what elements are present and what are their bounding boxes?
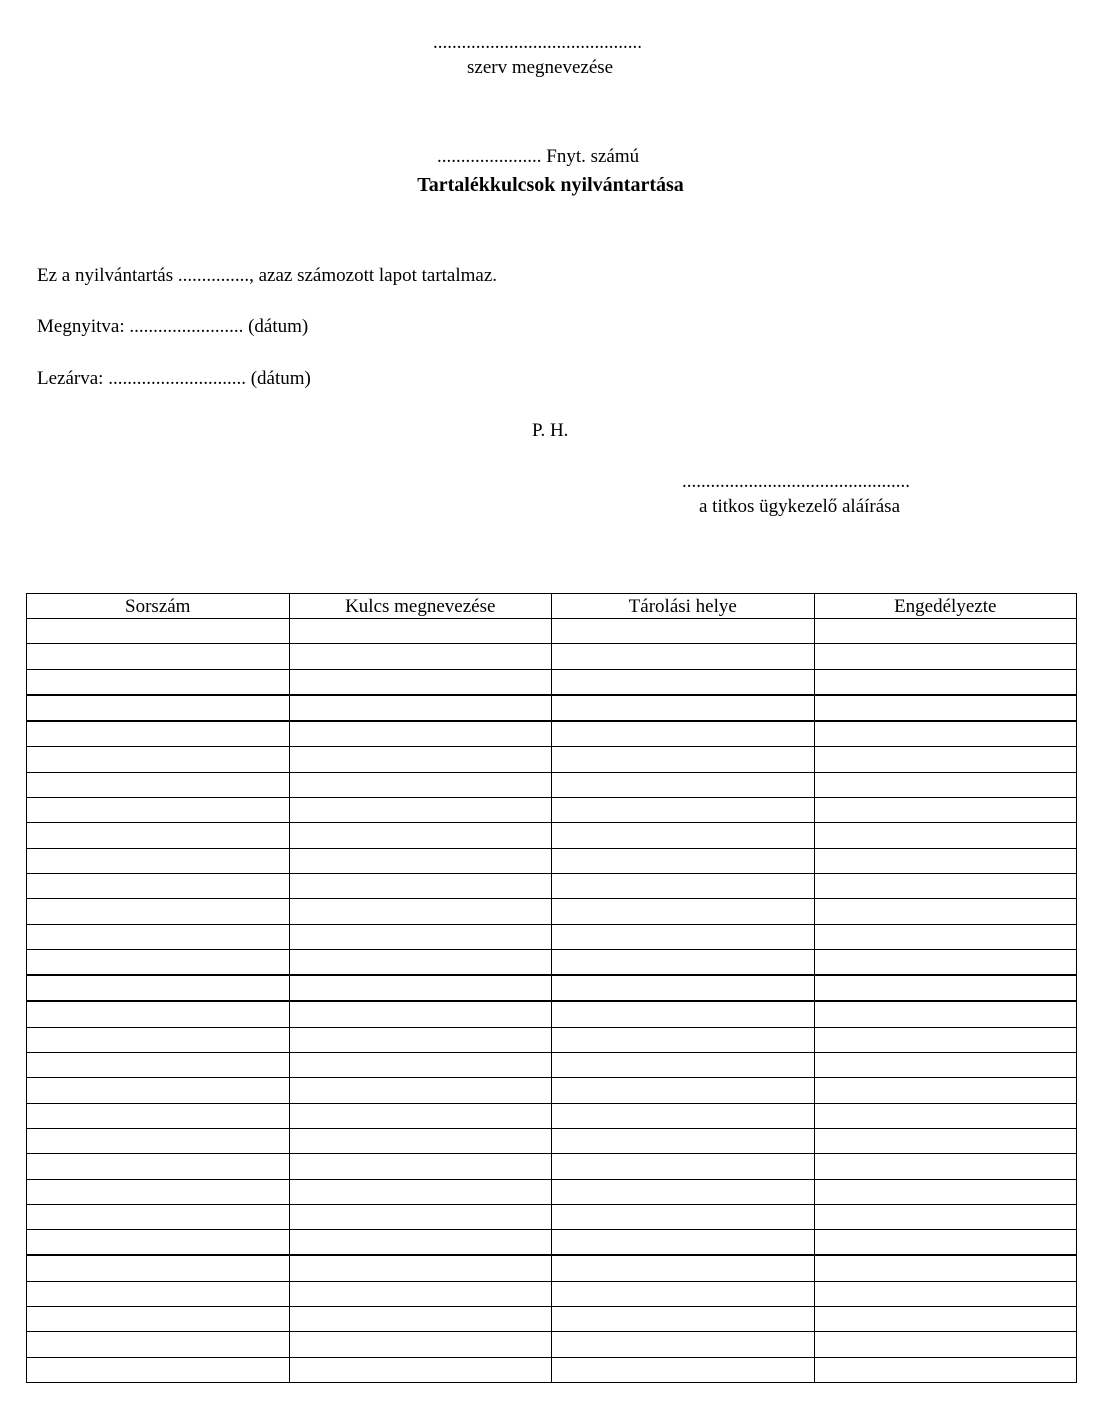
table-cell bbox=[814, 1027, 1077, 1052]
closed-date-line: Lezárva: ............................. (dátum) bbox=[37, 368, 311, 389]
table-cell bbox=[27, 1154, 290, 1179]
table-row bbox=[27, 772, 1077, 797]
table-row bbox=[27, 619, 1077, 644]
table-row bbox=[27, 1332, 1077, 1357]
table-cell bbox=[27, 1255, 290, 1281]
table-cell bbox=[814, 798, 1077, 823]
table-row bbox=[27, 949, 1077, 975]
column-header-key-name: Kulcs megnevezése bbox=[289, 594, 552, 619]
table-cell bbox=[814, 1078, 1077, 1103]
table-cell bbox=[552, 1230, 815, 1256]
table-row bbox=[27, 1001, 1077, 1027]
table-cell bbox=[27, 772, 290, 797]
table-cell bbox=[552, 669, 815, 695]
table-cell bbox=[27, 798, 290, 823]
table-cell bbox=[27, 669, 290, 695]
table-cell bbox=[814, 949, 1077, 975]
table-cell bbox=[814, 873, 1077, 898]
table-row bbox=[27, 1027, 1077, 1052]
table-cell bbox=[27, 924, 290, 949]
table-cell bbox=[814, 772, 1077, 797]
table-row bbox=[27, 695, 1077, 721]
table-cell bbox=[289, 1255, 552, 1281]
table-cell bbox=[814, 619, 1077, 644]
table-cell bbox=[289, 619, 552, 644]
column-header-authorized-by: Engedélyezte bbox=[814, 594, 1077, 619]
table-cell bbox=[289, 1053, 552, 1078]
table-cell bbox=[27, 1357, 290, 1382]
table-cell bbox=[552, 848, 815, 873]
table-cell bbox=[289, 949, 552, 975]
table-cell bbox=[27, 1307, 290, 1332]
table-cell bbox=[27, 848, 290, 873]
stamp-place-mark: P. H. bbox=[532, 420, 569, 441]
table-cell bbox=[289, 1179, 552, 1204]
table-cell bbox=[814, 924, 1077, 949]
table-row bbox=[27, 747, 1077, 772]
table-row bbox=[27, 1255, 1077, 1281]
table-cell bbox=[552, 721, 815, 747]
table-cell bbox=[27, 1332, 290, 1357]
table-row bbox=[27, 1204, 1077, 1229]
table-cell bbox=[552, 1053, 815, 1078]
table-cell bbox=[814, 1230, 1077, 1256]
table-cell bbox=[552, 1281, 815, 1306]
table-cell bbox=[289, 721, 552, 747]
table-row bbox=[27, 669, 1077, 695]
table-cell bbox=[552, 1103, 815, 1128]
table-cell bbox=[552, 1332, 815, 1357]
table-cell bbox=[289, 899, 552, 924]
table-cell bbox=[814, 721, 1077, 747]
table-row bbox=[27, 1128, 1077, 1153]
table-cell bbox=[289, 1078, 552, 1103]
table-cell bbox=[552, 975, 815, 1001]
table-cell bbox=[27, 1078, 290, 1103]
table-row bbox=[27, 848, 1077, 873]
table-row bbox=[27, 644, 1077, 669]
table-cell bbox=[289, 1204, 552, 1229]
table-cell bbox=[552, 1078, 815, 1103]
table-row bbox=[27, 1053, 1077, 1078]
table-cell bbox=[814, 899, 1077, 924]
table-row bbox=[27, 1154, 1077, 1179]
table-cell bbox=[289, 1001, 552, 1027]
table-cell bbox=[814, 669, 1077, 695]
table-cell bbox=[289, 695, 552, 721]
table-cell bbox=[814, 1307, 1077, 1332]
table-cell bbox=[814, 1128, 1077, 1153]
opened-date-line: Megnyitva: ........................ (dátum) bbox=[37, 316, 309, 337]
table-cell bbox=[814, 695, 1077, 721]
table-cell bbox=[289, 1027, 552, 1052]
table-cell bbox=[27, 1001, 290, 1027]
table-cell bbox=[289, 1307, 552, 1332]
table-cell bbox=[552, 644, 815, 669]
table-row bbox=[27, 1078, 1077, 1103]
table-cell bbox=[27, 1053, 290, 1078]
table-row bbox=[27, 873, 1077, 898]
table-cell bbox=[814, 1103, 1077, 1128]
table-cell bbox=[289, 1154, 552, 1179]
table-cell bbox=[552, 695, 815, 721]
table-cell bbox=[814, 823, 1077, 848]
table-cell bbox=[27, 1179, 290, 1204]
table-cell bbox=[27, 619, 290, 644]
table-cell bbox=[814, 1179, 1077, 1204]
table-row bbox=[27, 1357, 1077, 1382]
table-cell bbox=[27, 975, 290, 1001]
table-cell bbox=[289, 873, 552, 898]
table-cell bbox=[27, 873, 290, 898]
table-cell bbox=[289, 1281, 552, 1306]
table-cell bbox=[814, 1255, 1077, 1281]
column-header-serial-number: Sorszám bbox=[27, 594, 290, 619]
spare-keys-register-table bbox=[26, 593, 1077, 1383]
table-cell bbox=[552, 873, 815, 898]
table-cell bbox=[27, 899, 290, 924]
table-cell bbox=[289, 1103, 552, 1128]
table-cell bbox=[27, 1027, 290, 1052]
table-row bbox=[27, 975, 1077, 1001]
table-header-row bbox=[27, 594, 1077, 619]
table-cell bbox=[552, 1307, 815, 1332]
registration-number-line: ...................... Fnyt. számú bbox=[437, 146, 640, 167]
column-header-storage-location: Tárolási helye bbox=[552, 594, 815, 619]
table-row bbox=[27, 721, 1077, 747]
table-cell bbox=[814, 1281, 1077, 1306]
table-row bbox=[27, 798, 1077, 823]
table-cell bbox=[814, 1053, 1077, 1078]
table-cell bbox=[552, 1027, 815, 1052]
table-body bbox=[27, 619, 1077, 1383]
org-name-blank: ............................................ bbox=[433, 32, 642, 53]
table-cell bbox=[27, 1128, 290, 1153]
table-cell bbox=[814, 848, 1077, 873]
table-cell bbox=[289, 1230, 552, 1256]
table-cell bbox=[814, 1001, 1077, 1027]
table-cell bbox=[27, 747, 290, 772]
table-cell bbox=[27, 695, 290, 721]
table-cell bbox=[552, 1357, 815, 1382]
table-cell bbox=[289, 975, 552, 1001]
table-cell bbox=[552, 899, 815, 924]
table-cell bbox=[289, 1128, 552, 1153]
table-cell bbox=[289, 1332, 552, 1357]
table-cell bbox=[814, 1332, 1077, 1357]
table-cell bbox=[289, 747, 552, 772]
table-cell bbox=[552, 772, 815, 797]
table-row bbox=[27, 899, 1077, 924]
table-row bbox=[27, 1179, 1077, 1204]
table-row bbox=[27, 1281, 1077, 1306]
table-cell bbox=[552, 949, 815, 975]
table-cell bbox=[289, 1357, 552, 1382]
table-cell bbox=[289, 924, 552, 949]
table-cell bbox=[27, 721, 290, 747]
table-cell bbox=[27, 1230, 290, 1256]
table-cell bbox=[27, 1281, 290, 1306]
table-cell bbox=[27, 949, 290, 975]
table-cell bbox=[552, 747, 815, 772]
table-cell bbox=[552, 1128, 815, 1153]
table-cell bbox=[289, 848, 552, 873]
table-cell bbox=[289, 669, 552, 695]
table-cell bbox=[552, 823, 815, 848]
table-cell bbox=[552, 1255, 815, 1281]
table-cell bbox=[814, 1204, 1077, 1229]
table-cell bbox=[289, 772, 552, 797]
table-cell bbox=[552, 798, 815, 823]
table-cell bbox=[814, 644, 1077, 669]
table-cell bbox=[289, 823, 552, 848]
table-cell bbox=[552, 619, 815, 644]
org-name-label: szerv megnevezése bbox=[467, 57, 614, 78]
table-cell bbox=[289, 644, 552, 669]
table-cell bbox=[552, 1001, 815, 1027]
table-cell bbox=[27, 644, 290, 669]
table-cell bbox=[552, 1204, 815, 1229]
table-cell bbox=[814, 1357, 1077, 1382]
table-row bbox=[27, 1103, 1077, 1128]
table-row bbox=[27, 924, 1077, 949]
table-cell bbox=[27, 1103, 290, 1128]
table-cell bbox=[289, 798, 552, 823]
table-cell bbox=[552, 1154, 815, 1179]
table-cell bbox=[814, 1154, 1077, 1179]
table-cell bbox=[552, 924, 815, 949]
table-cell bbox=[552, 1179, 815, 1204]
table-row bbox=[27, 823, 1077, 848]
table-cell bbox=[814, 975, 1077, 1001]
page-count-line: Ez a nyilvántartás ..............., azaz számozott lapot tartalmaz. bbox=[37, 265, 498, 286]
table-row bbox=[27, 1307, 1077, 1332]
document-title: Tartalékkulcsok nyilvántartása bbox=[417, 174, 684, 196]
table-cell bbox=[27, 1204, 290, 1229]
table-cell bbox=[814, 747, 1077, 772]
signature-blank: ................................................ bbox=[682, 471, 910, 492]
table-row bbox=[27, 1230, 1077, 1256]
signature-label: a titkos ügykezelő aláírása bbox=[699, 496, 901, 517]
table-cell bbox=[27, 823, 290, 848]
